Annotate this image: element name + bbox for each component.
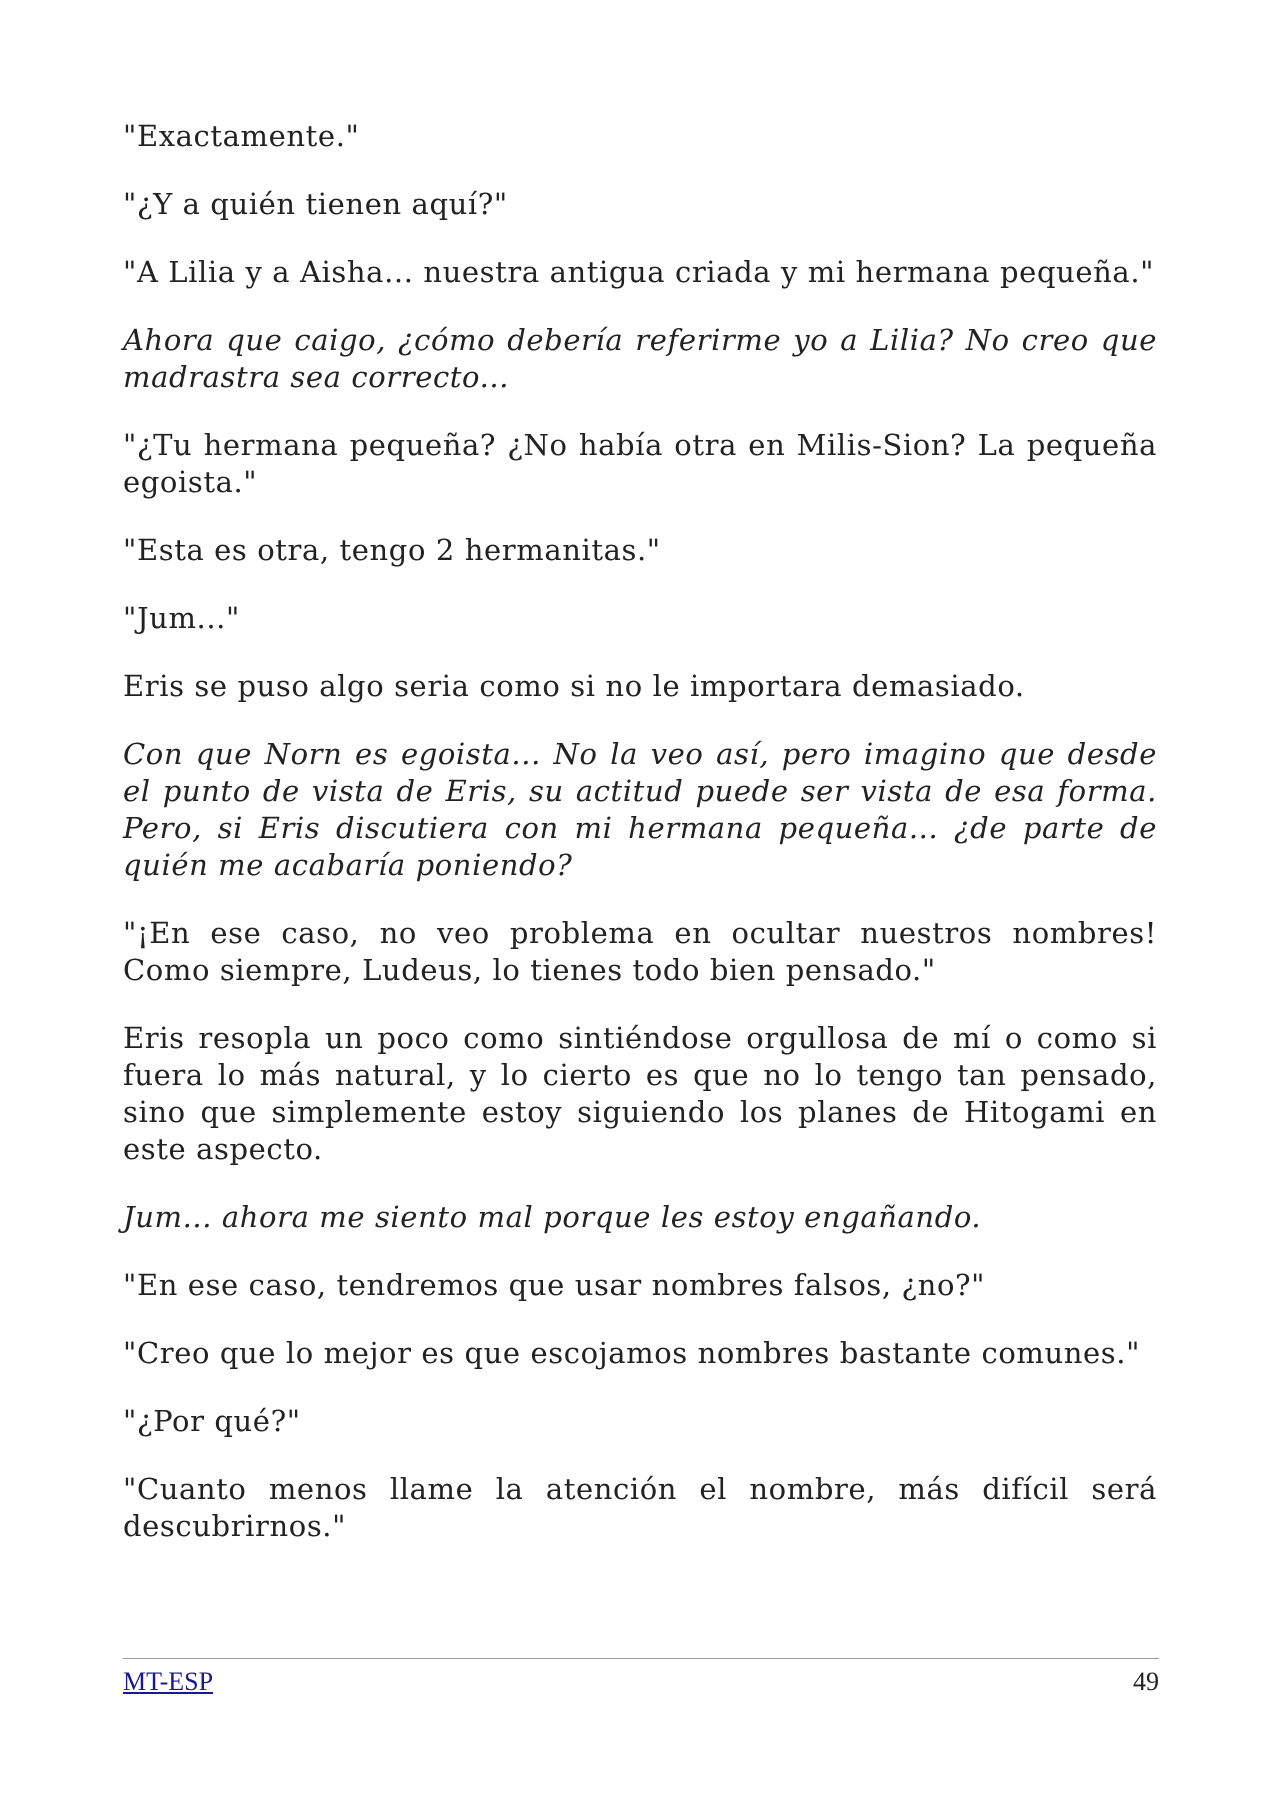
paragraph-8: Eris se puso algo seria como si no le importara demasiado. xyxy=(123,669,1025,703)
footer-link-mt-esp[interactable]: MT-ESP xyxy=(123,1667,214,1696)
paragraph-5: "¿Tu hermana pequeña? ¿No había otra en Milis-Sion? La pequeña egoista." xyxy=(123,428,1157,499)
paragraph-10: "¡En ese caso, no veo problema en ocultar nuestros nombres! Como siempre, Ludeus, lo tienes todo bien pensado." xyxy=(123,916,1157,987)
page-footer xyxy=(123,1658,1159,1707)
paragraph-9: Con que Norn es egoista... No la veo así, pero imagino que desde el punto de vista de Eris, su actitud puede ser vista de esa forma. Pero, si Eris discutiera con mi hermana pequeña... ¿de parte de quién me acabaría poniendo? xyxy=(123,737,1157,882)
paragraph-11: Eris resopla un poco como sintiéndose orgullosa de mí o como si fuera lo más natural, y lo cierto es que no lo tengo tan pensado, sino que simplemente estoy siguiendo los planes de Hitogami en este aspecto. xyxy=(123,1021,1157,1166)
page-body xyxy=(123,118,1157,1576)
paragraph-16: "Cuanto menos llame la atención el nombre, más difícil será descubrirnos." xyxy=(123,1472,1157,1543)
paragraph-3: "A Lilia y a Aisha... nuestra antigua criada y mi hermana pequeña." xyxy=(123,255,1155,289)
paragraph-4: Ahora que caigo, ¿cómo debería referirme yo a Lilia? No creo que madrastra sea correcto... xyxy=(123,323,1157,394)
page-number: 49 xyxy=(1133,1667,1159,1696)
paragraph-7: "Jum..." xyxy=(123,601,240,635)
paragraph-2: "¿Y a quién tienen aquí?" xyxy=(123,187,508,221)
paragraph-6: "Esta es otra, tengo 2 hermanitas." xyxy=(123,533,661,567)
paragraph-14: "Creo que lo mejor es que escojamos nombres bastante comunes." xyxy=(123,1336,1141,1370)
paragraph-1: "Exactamente." xyxy=(123,119,360,153)
paragraph-15: "¿Por qué?" xyxy=(123,1404,301,1438)
paragraph-12: Jum... ahora me siento mal porque les estoy engañando. xyxy=(123,1200,982,1234)
paragraph-13: "En ese caso, tendremos que usar nombres falsos, ¿no?" xyxy=(123,1268,986,1302)
